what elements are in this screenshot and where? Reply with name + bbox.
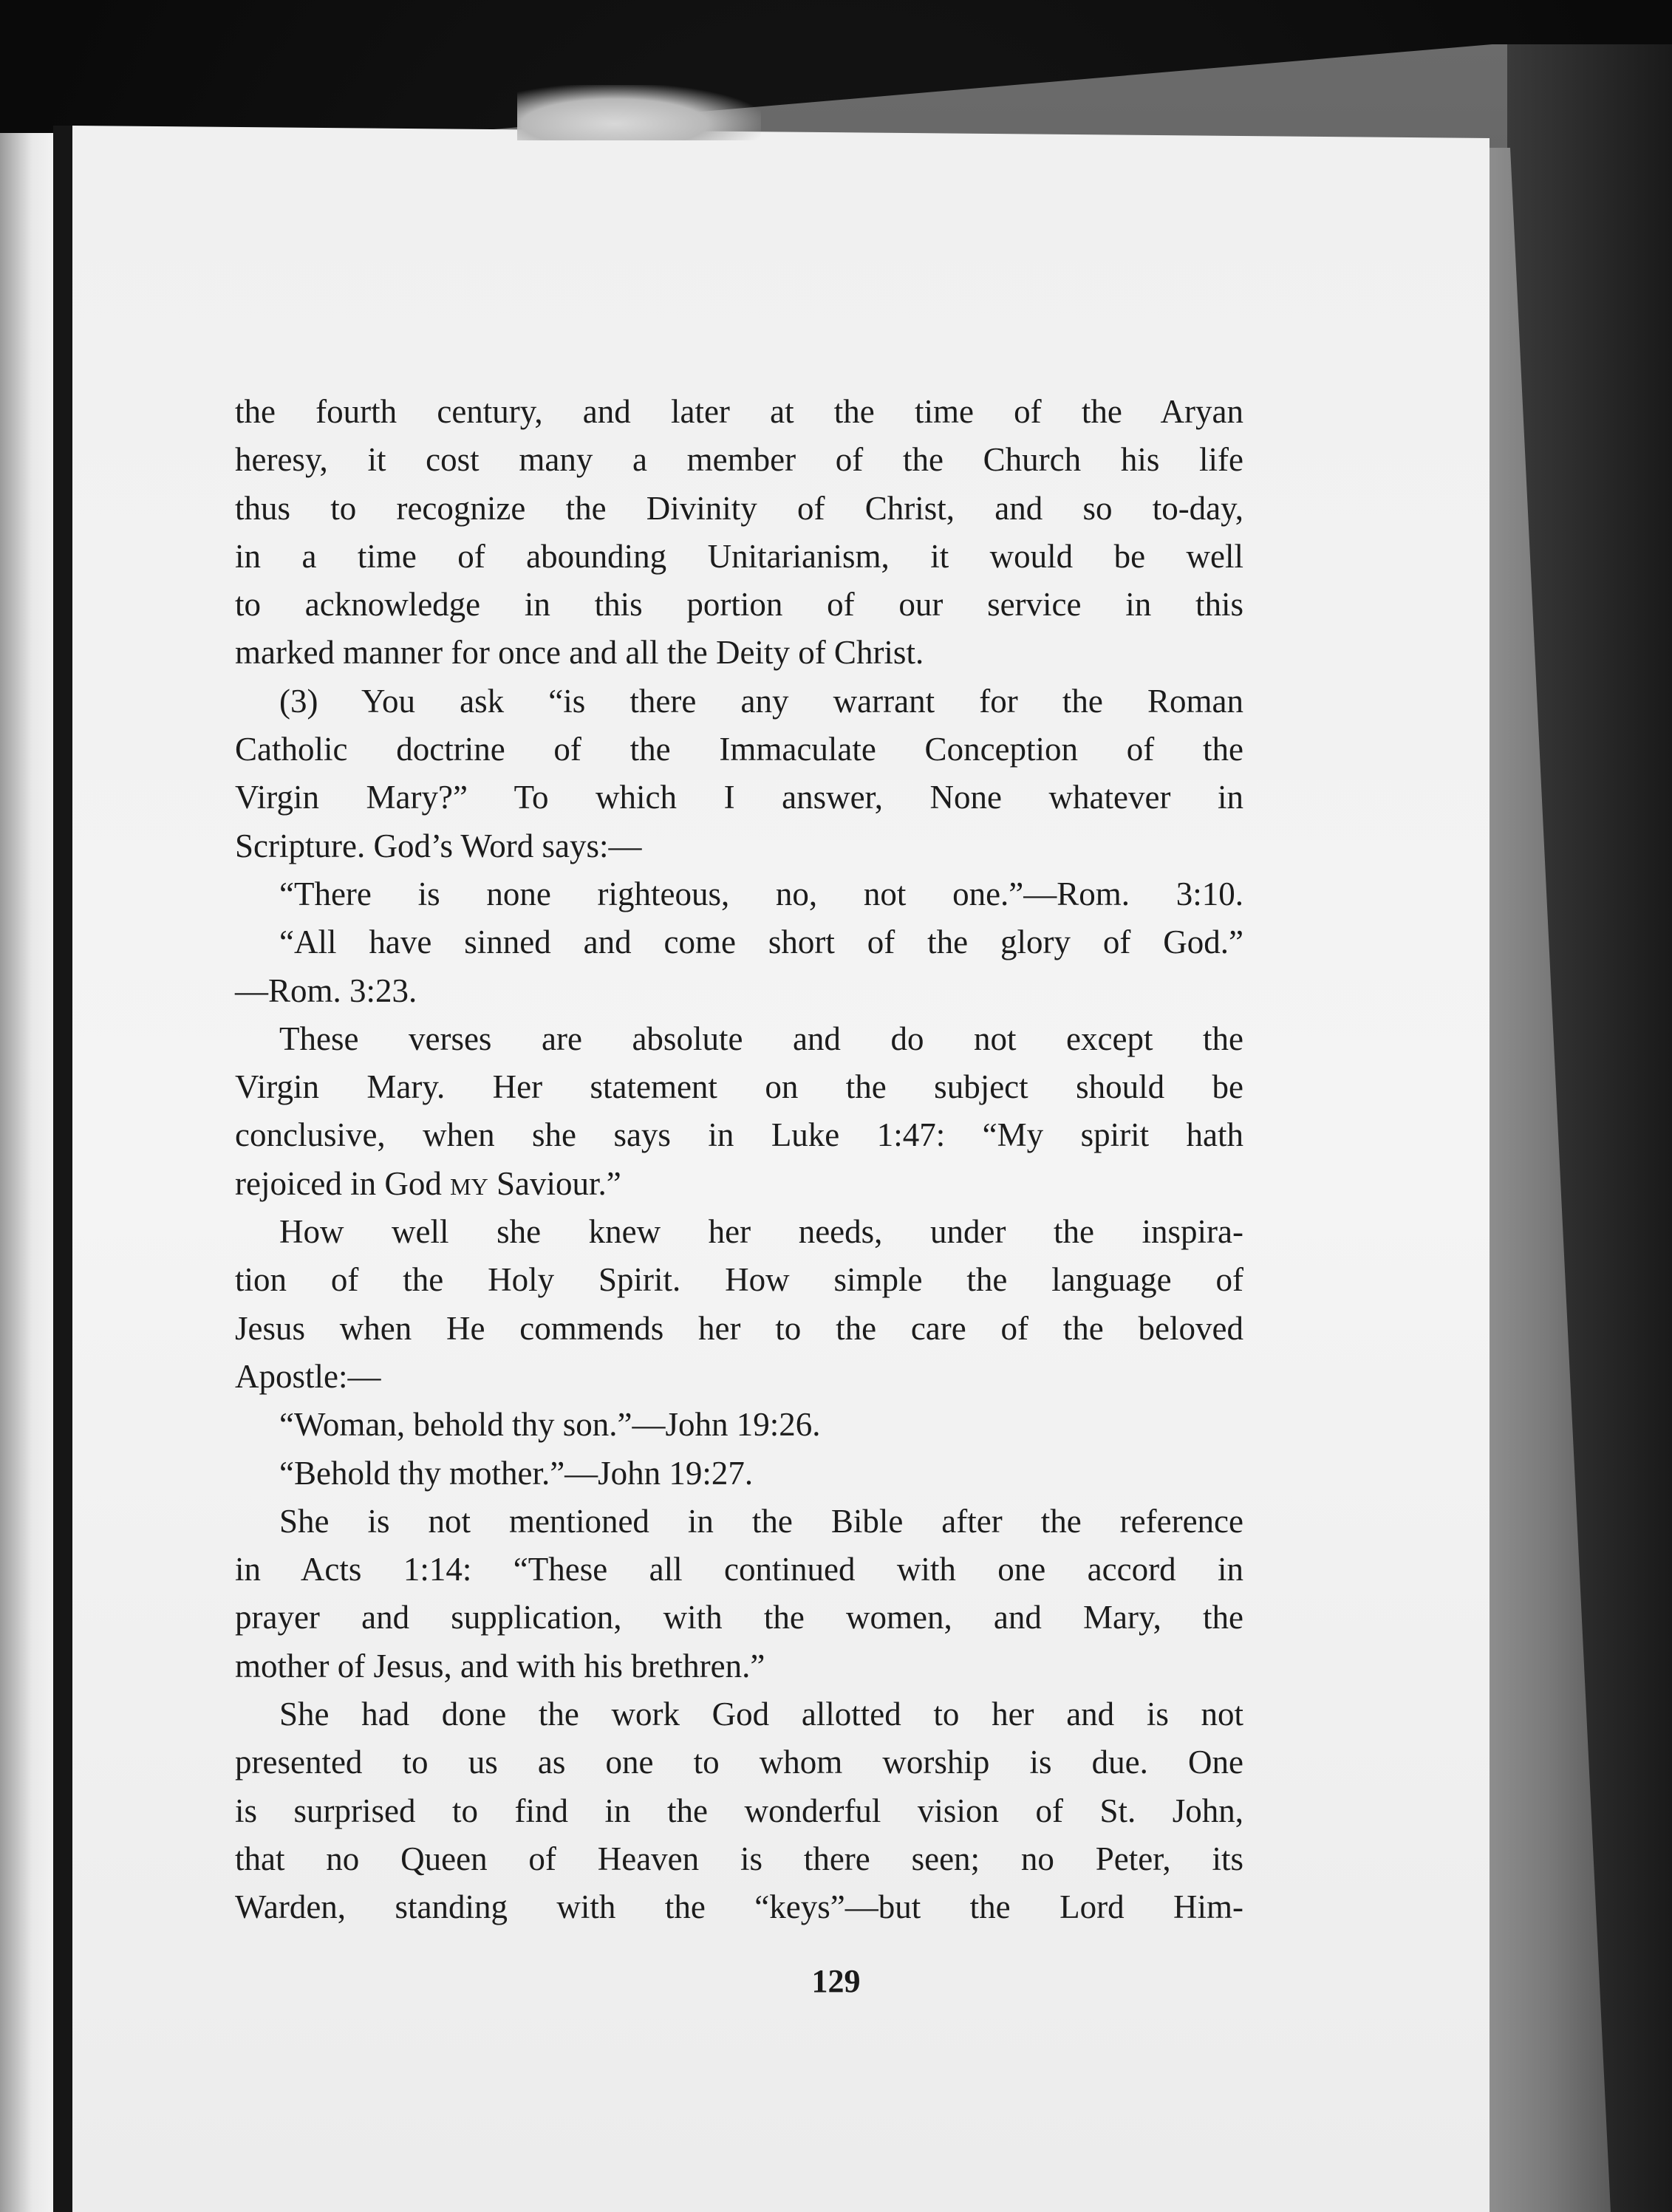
- text-line: Scripture. God’s Word says:—: [235, 827, 642, 864]
- text-line: “There is none righteous, no, not one.”—Rom. 3:10.: [279, 875, 1243, 912]
- text-line: the fourth century, and later at the time of the Aryan: [235, 393, 1243, 430]
- text-line: (3) You ask “is there any warrant for the Roman: [279, 682, 1243, 720]
- text-line: that no Queen of Heaven is there seen; no Peter, its: [235, 1840, 1243, 1877]
- text-line: How well she knew her needs, under the inspira-: [279, 1213, 1243, 1251]
- text-line: thus to recognize the Divinity of Christ, and so to-day,: [235, 489, 1243, 527]
- text-line: heresy, it cost many a member of the Church his life: [235, 441, 1243, 479]
- smallcaps-word: my: [450, 1164, 488, 1202]
- text-segment: rejoiced in God: [235, 1164, 451, 1202]
- text-line: Virgin Mary. Her statement on the subject should be: [235, 1068, 1243, 1106]
- text-segment: Saviour.”: [488, 1164, 621, 1202]
- text-line: [235, 1160, 1243, 1208]
- text-line: Warden, standing with the “keys”—but the Lord Him-: [235, 1888, 1243, 1926]
- text-line: “All have sinned and come short of the glory of God.”: [279, 924, 1243, 961]
- text-line: “Behold thy mother.”—John 19:27.: [279, 1454, 754, 1492]
- text-line: “Woman, behold thy son.”—John 19:26.: [279, 1406, 821, 1444]
- text-line: Catholic doctrine of the Immaculate Conception of the: [235, 731, 1243, 768]
- text-line: to acknowledge in this portion of our service in this: [235, 586, 1243, 624]
- text-line: Virgin Mary?” To which I answer, None whatever in: [235, 779, 1243, 816]
- paper-tear: [517, 85, 761, 140]
- text-line: These verses are absolute and do not except the: [279, 1020, 1243, 1057]
- text-line: —Rom. 3:23.: [235, 972, 417, 1009]
- facing-page-edge: [0, 133, 53, 2212]
- text-line: Jesus when He commends her to the care of the beloved: [235, 1309, 1243, 1347]
- text-line: prayer and supplication, with the women, and Mary, the: [235, 1599, 1243, 1636]
- text-line: mother of Jesus, and with his brethren.”: [235, 1647, 765, 1684]
- text-line: conclusive, when she says in Luke 1:47: “My spirit hath: [235, 1116, 1243, 1154]
- text-line: tion of the Holy Spirit. How simple the language of: [235, 1261, 1243, 1299]
- text-line: She is not mentioned in the Bible after the reference: [279, 1502, 1243, 1540]
- text-line: Apostle:—: [235, 1357, 381, 1395]
- text-line: She had done the work God allotted to her and is not: [279, 1696, 1243, 1733]
- text-line: in Acts 1:14: “These all continued with one accord in: [235, 1551, 1243, 1588]
- text-line: is surprised to find in the wonderful vision of St. John,: [235, 1792, 1243, 1829]
- page-body-text: [235, 388, 1243, 1932]
- text-line: marked manner for once and all the Deity of Christ.: [235, 634, 924, 672]
- text-line: in a time of abounding Unitarianism, it would be well: [235, 537, 1243, 575]
- text-line: presented to us as one to whom worship is due. One: [235, 1744, 1243, 1781]
- book-gutter: [53, 126, 72, 2212]
- page-number: 129: [811, 1963, 861, 1999]
